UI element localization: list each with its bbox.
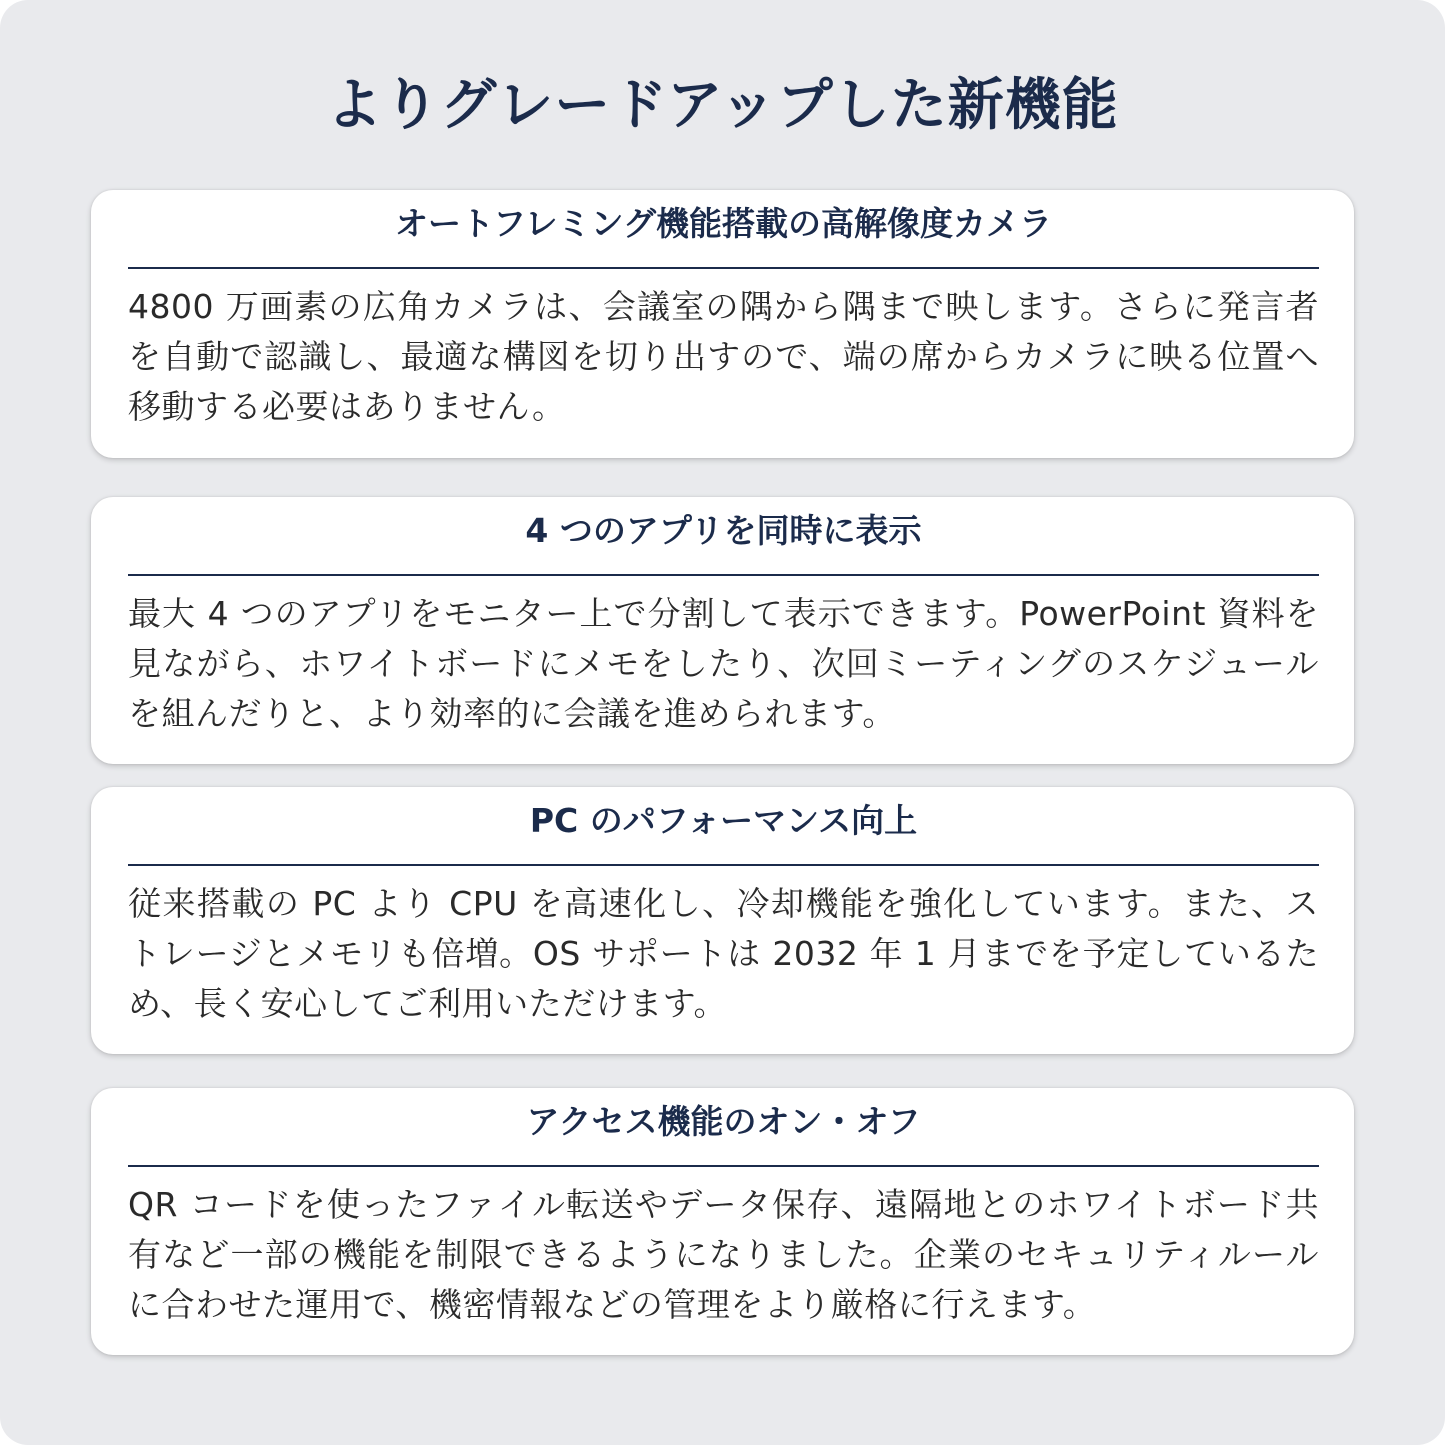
feature-description: 最大 4 つのアプリをモニター上で分割して表示できます。PowerPoint 資料を見ながら、ホワイトボードにメモをしたり、次回ミーティングのスケジュールを組んだりと、より効率的に会議を進められます。 — [128, 594, 1319, 733]
feature-title: 4 つのアプリを同時に表示 — [525, 511, 922, 550]
feature-card-multi-app — [91, 497, 1354, 764]
feature-title: オートフレミング機能搭載の高解像度カメラ — [394, 204, 1053, 243]
feature-card-access-control — [91, 1088, 1354, 1355]
feature-description: QR コードを使ったファイル転送やデータ保存、遠隔地とのホワイトボード共有など一部の機能を制限できるようになりました。企業のセキュリティルールに合わせた運用で、機密情報などの管理をより厳格に行えます。 — [128, 1185, 1319, 1324]
divider — [128, 864, 1319, 866]
feature-card-camera — [91, 190, 1354, 458]
feature-description: 従来搭載の PC より CPU を高速化し、冷却機能を強化しています。また、ストレージとメモリも倍増。OS サポートは 2032 年 1 月までを予定しているため、長く安心してご利用いただけます。 — [128, 884, 1319, 1023]
feature-title: PC のパフォーマンス向上 — [529, 801, 918, 840]
divider — [128, 1165, 1319, 1167]
divider — [128, 574, 1319, 576]
feature-card-pc-performance — [91, 787, 1354, 1054]
divider — [128, 267, 1319, 269]
page-title: よりグレードアップした新機能 — [326, 73, 1119, 138]
feature-description: 4800 万画素の広角カメラは、会議室の隅から隅まで映します。さらに発言者を自動で認識し、最適な構図を切り出すので、端の席からカメラに映る位置へ移動する必要はありません。 — [128, 287, 1319, 426]
feature-title: アクセス機能のオン・オフ — [526, 1102, 921, 1141]
